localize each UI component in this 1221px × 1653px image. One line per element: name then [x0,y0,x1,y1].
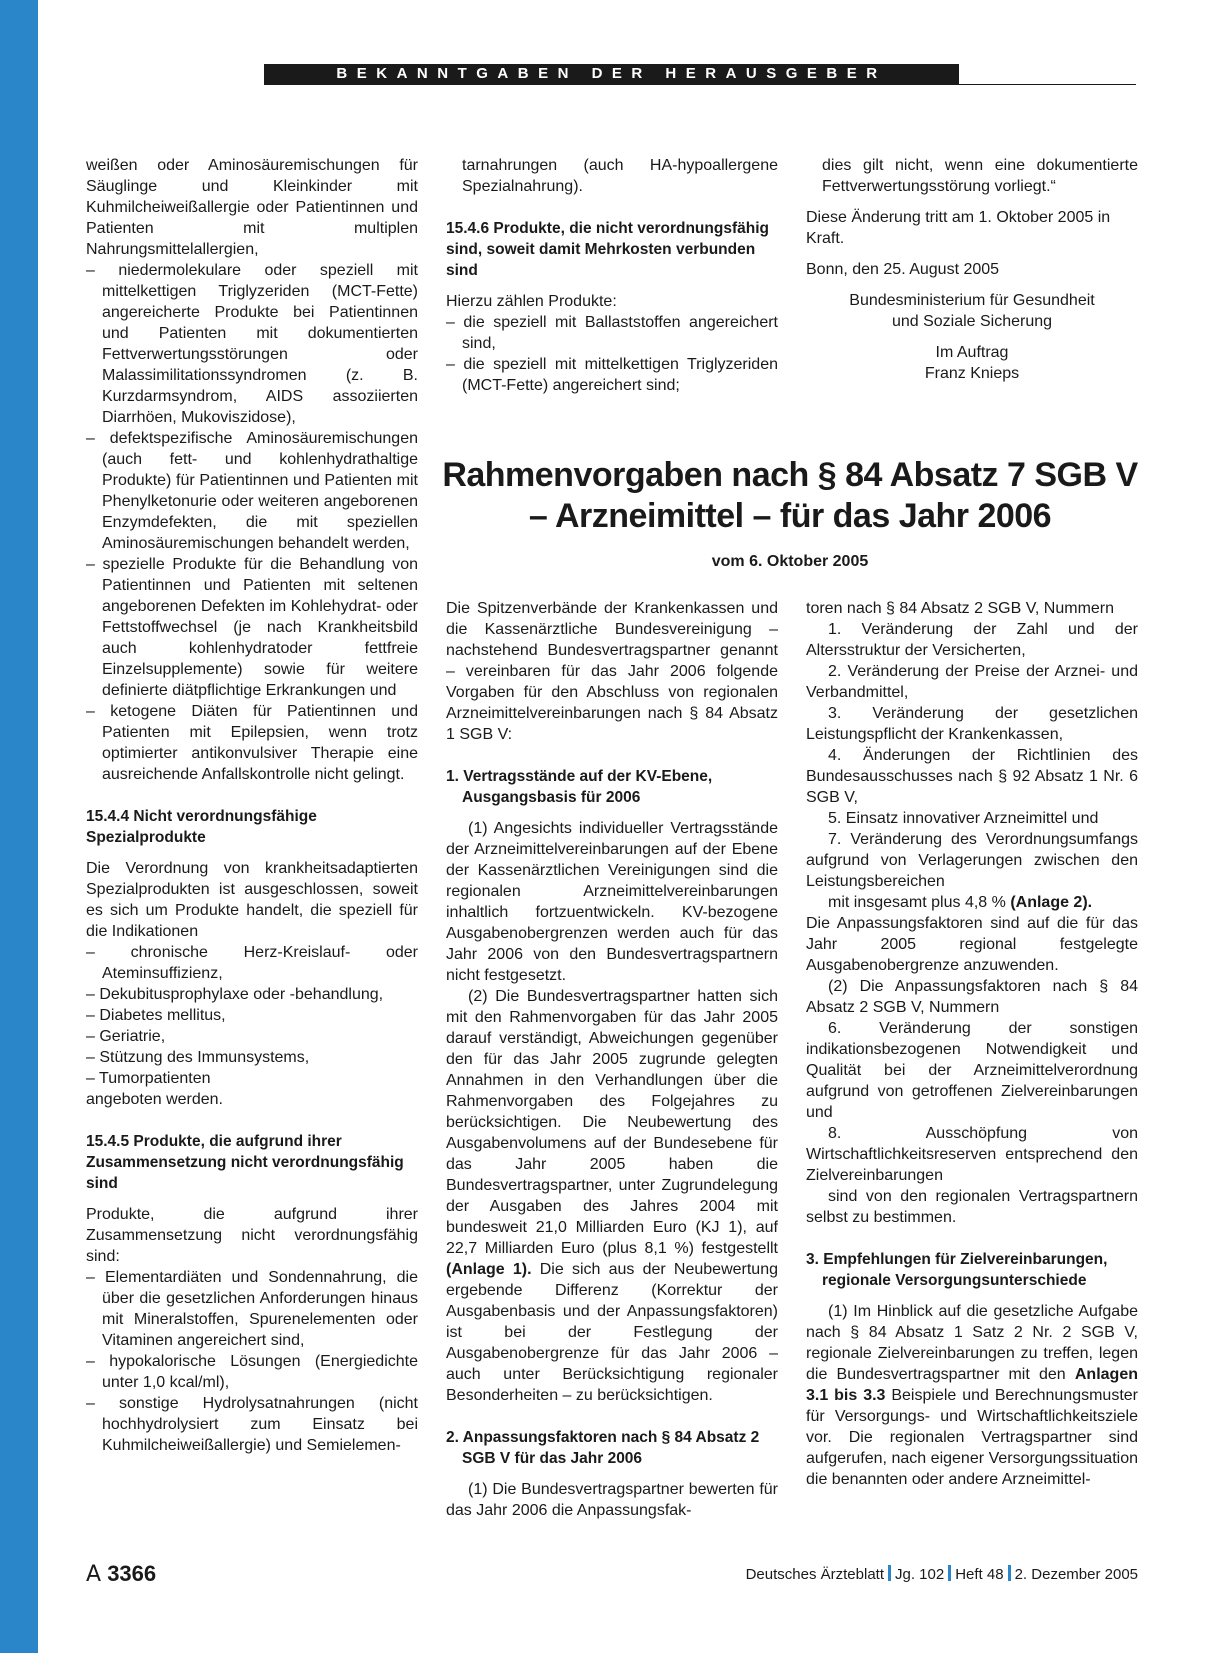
column-1 [86,155,418,1456]
title-line-2: – Arzneimittel – für das Jahr 2006 [528,497,1052,535]
paragraph: (1) Angesichts individueller Vertragsstände der Arzneimittelvereinbarungen auf der Ebene der Kassenärztlichen Vereinigungen sind die regionalen Arzneimittelvereinbarungen inhaltlich fortzuentwickeln. KV-bezogene Ausgabenobergrenzen werden auch für das Jahr 2006 von den Bundesvertragspartnern nicht festgesetzt. [446,820,778,984]
footer-separator [888,1565,891,1581]
list-item: – spezielle Produkte für die Behandlung von Patientinnen und Patienten mit seltenen angeborenen Defekten im Kohlehydrat- oder Fettstoffwechsel (je nach Krankheitsbild auch kohlenhydratoder fettfreie Einzelsupplemente) sowie für weitere definierte diätpflichtige Erkrankungen und [86,556,418,699]
section-heading-15-4-4: 15.4.4 Nicht verordnungsfähige Spezialprodukte [86,808,317,846]
column-2-bottom [446,598,778,1521]
paragraph [806,1301,1138,1490]
issue-date: 2. Dezember 2005 [1014,1566,1138,1583]
journal-name: Deutsches Ärzteblatt [745,1566,884,1583]
signer-name: Franz Knieps [924,365,1020,382]
page-number [86,1561,156,1587]
place-date: Bonn, den 25. August 2005 [806,261,1000,278]
list-item: – hypokalorische Lösungen (Energiedichte unter 1,0 kcal/ml), [86,1353,418,1391]
text-run: (2) Die Bundesvertragspartner hatten sich mit den Rahmenvorgaben für das Jahr 2005 darauf verständigt, Abweichungen gegenüber den für das Jahr 2005 zugrunde gelegten Annahmen in den Verhandlungen über die Rahmenvorgaben des Folgejahres zu berücksichtigen. Die Neubewertung des Ausgabenvolumens auf der Bundesebene für das Jahr 2005 haben die Bundesvertragspartner, unter Zugrundelegung der Ausgaben des Jahres 2004 mit bundesweit 21,0 Milliarden Euro (KJ 1), auf 22,7 Milliarden Euro (plus 8,1 %) festgestellt [446,988,778,1257]
section-heading-3: 3. Empfehlungen für Zielvereinbarungen, regionale Versorgungsunterschiede [806,1251,1108,1289]
list-item: – Tumorpatienten [86,1070,211,1087]
paragraph: angeboten werden. [86,1091,223,1108]
factor-item: 8. Ausschöpfung von Wirtschaftlichkeitsreserven entsprechend den Zielvereinbarungen [806,1125,1138,1184]
factor-item: 4. Änderungen der Richtlinien des Bundesausschusses nach § 92 Absatz 1 Nr. 6 SGB V, [806,747,1138,806]
list-item: – sonstige Hydrolysatnahrungen (nicht hochhydrolysiert zum Einsatz bei Kuhmilcheiweißallergie) und Semielemen- [86,1395,418,1454]
paragraph [446,986,778,1406]
footer-source [746,1565,1138,1583]
factor-item: 6. Veränderung der sonstigen indikationsbezogenen Notwendigkeit und Qualität bei der Arzneimittelverordnung aufgrund von getroffenen Zielvereinbarungen und [806,1020,1138,1121]
factor-item: 2. Veränderung der Preise der Arznei- und Verbandmittel, [806,663,1138,701]
header-rule [264,84,1136,85]
page-prefix: A [86,1562,102,1587]
annex-reference: Anlagen 3.1 bis 3.3 [806,1366,1138,1404]
list-item: – Elementardiäten und Sondennahrung, die über die gesetzlichen Anforderungen hinaus mit Mineralstoffen, Spurenelementen oder Vitaminen angereichert sind, [86,1269,418,1349]
factor-item: 7. Veränderung des Verordnungsumfangs aufgrund von Verlagerungen zwischen den Leistungsbereichen [806,831,1138,890]
list-item: – Stützung des Immunsystems, [86,1049,310,1066]
section-heading-15-4-5: 15.4.5 Produkte, die aufgrund ihrer Zusammensetzung nicht verordnungsfähig sind [86,1133,404,1192]
list-item: – defektspezifische Aminosäuremischungen (auch fett- und kohlenhydrathaltige Produkte) für Patientinnen und Patienten mit Phenylketonurie oder weiteren angeborenen Enzymdefekten, die mit speziellen Aminosäuremischungen behandelt werden, [86,430,418,552]
list-item: – chronische Herz-Kreislauf- oder Ateminsuffizienz, [86,944,418,982]
list-item: – die speziell mit mittelkettigen Triglyzeriden (MCT-Fette) angereichert sind; [446,356,778,394]
factor-item: 3. Veränderung der gesetzlichen Leistungspflicht der Krankenkassen, [806,705,1138,743]
paragraph: (2) Die Anpassungsfaktoren nach § 84 Absatz 2 SGB V, Nummern [806,978,1138,1016]
issue: Heft 48 [955,1566,1004,1583]
paragraph: tarnahrungen (auch HA-hypoallergene Spezialnahrung). [462,157,778,195]
list-item: – Geriatrie, [86,1028,166,1045]
auftrag-label: Im Auftrag [935,344,1009,361]
column-2-top [446,155,778,396]
effective-date-paragraph: Diese Änderung tritt am 1. Oktober 2005 in Kraft. [806,209,1111,247]
paragraph [806,892,1138,913]
column-3-top [806,155,1138,384]
paragraph: (1) Die Bundesvertragspartner bewerten für das Jahr 2006 die Anpassungsfak- [446,1481,778,1519]
list-item: – ketogene Diäten für Patientinnen und Patienten mit Epilepsien, wenn trotz optimierter antikonvulsiver Therapie eine ausreichende Anfallskontrolle nicht gelingt. [86,703,418,783]
factor-item: 5. Einsatz innovativer Arzneimittel und [828,810,1099,827]
paragraph: Die Spitzenverbände der Krankenkassen und die Kassenärztliche Bundesvereinigung – nachstehend Bundesvertragspartner genannt – vereinbaren für das Jahr 2006 folgende Vorgaben für den Abschluss von regionalen Arzneimittelvereinbarungen nach § 84 Absatz 1 SGB V: [446,600,778,743]
title-line-1: Rahmenvorgaben nach § 84 Absatz 7 SGB V [442,456,1138,494]
paragraph: Die Anpassungsfaktoren sind auf die für das Jahr 2005 regional festgelegte Ausgabenobergrenze anzuwenden. [806,915,1138,974]
text-run: (1) Im Hinblick auf die gesetzliche Aufgabe nach § 84 Absatz 1 Satz 2 Nr. 2 SGB V, regionale Zielvereinbarungen zu treffen, legen die Bundesvertragspartner mit den [806,1303,1138,1383]
footer-separator [948,1565,951,1581]
paragraph: dies gilt nicht, wenn eine dokumentierte Fettverwertungsstörung vorliegt.“ [822,157,1138,195]
factor-item: 1. Veränderung der Zahl und der Altersstruktur der Versicherten, [806,621,1138,659]
footer-separator [1008,1565,1011,1581]
section-heading-1: 1. Vertragsstände auf der KV-Ebene, Ausgangsbasis für 2006 [446,768,713,806]
paragraph: Die Verordnung von krankheitsadaptierten Spezialprodukten ist ausgeschlossen, soweit es sich um Produkte handelt, die speziell für die Indikationen [86,860,418,940]
column-3-bottom [806,598,1138,1490]
text-run: mit insgesamt plus 4,8 % [828,894,1006,911]
list-item: – Dekubitusprophylaxe oder -behandlung, [86,986,384,1003]
paragraph: Produkte, die aufgrund ihrer Zusammensetzung nicht verordnungsfähig sind: [86,1206,418,1265]
annex-reference: (Anlage 1). [446,1261,532,1278]
list-item: – die speziell mit Ballaststoffen angereichert sind, [446,314,778,352]
page-number-value: 3366 [107,1561,157,1586]
paragraph: toren nach § 84 Absatz 2 SGB V, Nummern [806,600,1115,617]
annex-reference: (Anlage 2). [1010,894,1093,911]
document-date: vom 6. Oktober 2005 [711,553,869,570]
document-title [430,455,1150,537]
list-item: – Diabetes mellitus, [86,1007,226,1024]
section-header: BEKANNTGABEN DER HERAUSGEBER [264,64,959,84]
section-heading-2: 2. Anpassungsfaktoren nach § 84 Absatz 2 SGB V für das Jahr 2006 [446,1429,760,1467]
list-item: – niedermolekulare oder speziell mit mittelkettigen Triglyzeriden (MCT-Fette) angereicherte Produkte bei Patientinnen und Patienten mit dokumentierten Fettverwertungsstörungen oder Malassimilitationssyndromen (z. B. Kurzdarmsyndrom, AIDS assoziierten Diarrhöen, Mukoviszidose), [86,262,418,426]
left-color-bar [0,0,38,1653]
section-heading-15-4-6: 15.4.6 Produkte, die nicht verordnungsfähig sind, soweit damit Mehrkosten verbunden sind [446,220,769,279]
paragraph: Hierzu zählen Produkte: [446,293,617,310]
volume: Jg. 102 [895,1566,945,1583]
text-run: Beispiele und Berechnungsmuster für Versorgungs- und Wirtschaftlichkeitsziele vor. Die regionalen Vertragspartner sind aufgerufen, nach eigener Versorgungssituation die benannten oder andere Arzneimittel- [806,1387,1138,1488]
paragraph: sind von den regionalen Vertragspartnern selbst zu bestimmen. [806,1188,1138,1226]
paragraph: weißen oder Aminosäuremischungen für Säuglinge und Kleinkinder mit Kuhmilcheiweißallergie oder Patientinnen und Patienten mit multiplen Nahrungsmittelallergien, [86,157,418,258]
text-run: Die sich aus der Neubewertung ergebende Differenz (Korrektur der Ausgabenbasis und der Anpassungsfaktoren) ist bei der Festlegung der Ausgabenobergrenze für das Jahr 2006 – auch unter Berücksichtigung regionaler Besonderheiten – zu berücksichtigen. [446,1261,778,1404]
ministry-name: Bundesministerium für Gesundheit und Soziale Sicherung [849,292,1095,330]
